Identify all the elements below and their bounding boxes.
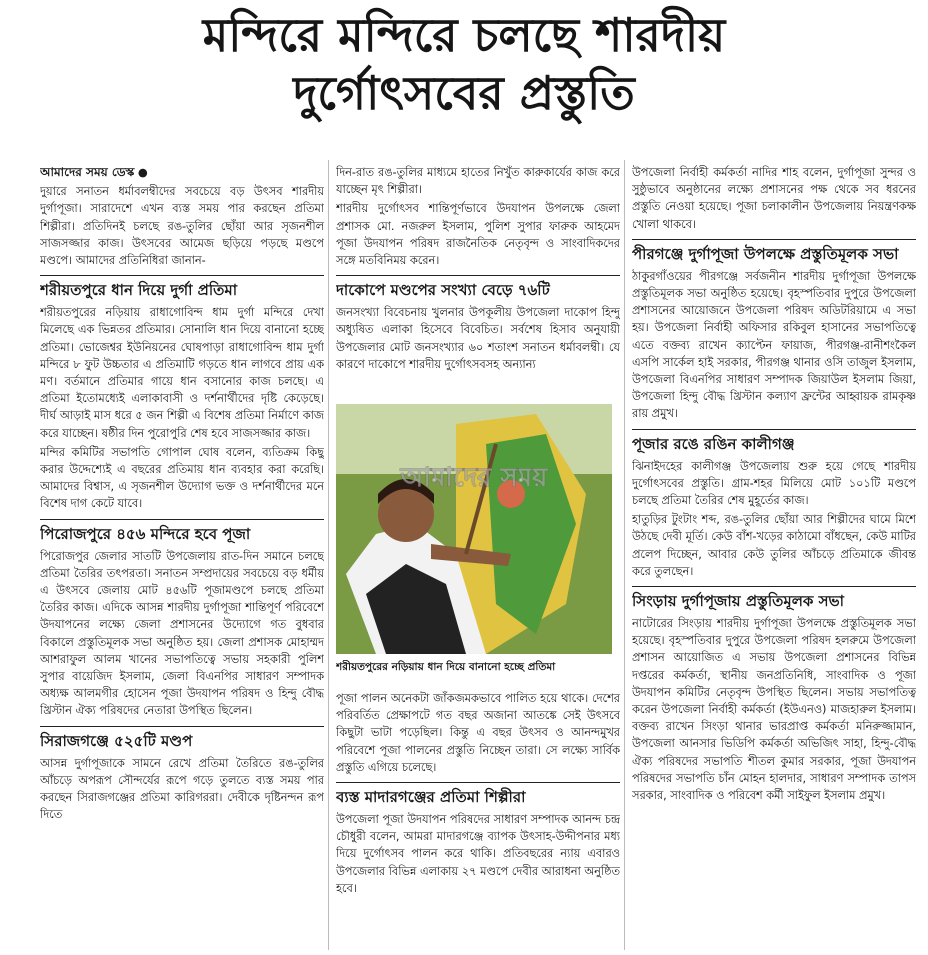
headline-line-2: দুর্গোৎসবের প্রস্তুতি [293,66,635,120]
column-3 [632,164,916,949]
paragraph: জনসংখ্যা বিবেচনায় খুলনার উপকূলীয় উপজেলা দাকোপ হিন্দু অধ্যুষিত এলাকা হিসেবে বিবেচিত। সর্বশেষ হিসাব অনুযায়ী উপজেলার মোট জনসংখ্যার ৬০ শতাংশ সনাতন ধর্মাবলম্বী। যে কারণে দাকোপে শারদীয় দুর্গোৎসবসহ অন্যান্য [336,306,620,371]
paragraph: পিরোজপুর জেলার সাতটি উপজেলায় রাত-দিন সমানে চলছে প্রতিমা তৈরির তৎপরতা। সনাতন সম্প্রদায়ের সবচেয়ে বড় ধর্মীয় এ উৎসবে জেলায় মোট ৪৫৬টি পূজামণ্ডপে চলছে প্রতিমা তৈরির কাজ। এদিকে আসন্ন শারদীয় দুর্গাপূজা শান্তিপূর্ণ পরিবেশে উদযাপনের লক্ষ্যে জেলা প্রশাসনের উদ্যোগে গত বুধবার বিকালে প্রস্তুতিমূলক সভা অনুষ্ঠিত হয়। জেলা প্রশাসক মোহাম্মদ আশরাফুল আলম খানের সভাপতিত্বে সভায় সহকারী পুলিশ সুপার বায়েজিদ ইসলাম, জেলা বিএনপির সাধারণ সম্পাদক অধ্যক্ষ আলমগীর হোসেন পূজা উদযাপন পরিষদ ও হিন্দু বৌদ্ধ খ্রিস্টান ঐক্য পরিষদের নেতারা উপস্থিত ছিলেন। [40,549,324,718]
bullet-icon: ● [137,166,148,179]
paragraph: হাতুড়ির টুংটাং শব্দ, রঙ-তুলির ছোঁয়া আর শিল্পীদের ঘামে মিশে উঠছে দেবী মূর্তি। কেউ বাঁশ-খড়ের কাঠামো বাঁধছেন, কেউ মাটির প্রলেপ দিচ্ছেন, আবার কেউ তুলির আঁচড়ে প্রতিমাকে জীবন্ত করে তুলছেন। [632,513,916,578]
byline: আমাদের সময় ডেস্ক [40,165,135,179]
column-divider [328,160,329,950]
photo-caption: শরীয়তপুরের নড়িয়ায় ধান দিয়ে বানানো হচ্ছে প্রতিমা [336,661,556,673]
column-1 [40,164,324,949]
news-photo [336,404,612,654]
intro-paragraph: দুয়ারে সনাতন ধর্মাবলম্বীদের সবচেয়ে বড় উৎসব শারদীয় দুর্গাপূজা। সারাদেশে এখন ব্যস্ত সময় পার করছেন প্রতিমা শিল্পীরা। প্রতিদিনই চলছে রঙ-তুলির ছোঁয়া আর সৃজনশীল সাজসজ্জার কাজ। উৎসবের আমেজ ছড়িয়ে পড়ছে মণ্ডপে মণ্ডপে। আমাদের প্রতিনিধিরা জানান- [40,185,324,268]
column-divider [624,160,625,950]
paragraph: উপজেলা পূজা উদযাপন পরিষদের সাধারণ সম্পাদক আনন্দ চন্দ্র চৌধুরী বলেন, আমরা মাদারগঞ্জে ব্যাপক উৎসাহ-উদ্দীপনার মধ্য দিয়ে দুর্গোৎসব পালন করে থাকি। প্রতিবছরের ন্যায় এবারও উপজেলার বিভিন্ন এলাকায় ২৭ মণ্ডপে দেবীর আরাধনা অনুষ্ঠিত হবে। [336,813,620,895]
paragraph: উপজেলা নির্বাহী কর্মকর্তা নাদির শাহ বলেন, দুর্গাপূজা সুন্দর ও সুষ্ঠুভাবে অনুষ্ঠানের লক্ষ্যে প্রশাসনের পক্ষ থেকে সব ধরনের প্রস্তুতি নেওয়া হয়েছে। পূজা চলাকালীন উপজেলায় নিয়ন্ত্রণকক্ষ খোলা থাকবে। [632,166,916,231]
headline-line-1: মন্দিরে মন্দিরে চলছে শারদীয় [202,8,726,62]
column-2-top [336,164,620,414]
subheading-sirajganj: সিরাজগঞ্জে ৫২৫টি মণ্ডপ [40,726,324,751]
paragraph: দিন-রাত রঙ-তুলির মাধ্যমে হাতের নিখুঁত কারুকার্যের কাজ করে যাচ্ছেন মৃৎ শিল্পীরা। [336,166,620,197]
paragraph: নাটোরের সিংড়ায় শারদীয় দুর্গাপূজা উপলক্ষে প্রস্তুতিমূলক সভা হয়েছে। বৃহস্পতিবার দুপুরে উপজেলা পরিষদ হলরুমে উপজেলা প্রশাসন আয়োজিত এ সভায় উপজেলা প্রশাসনের বিভিন্ন দপ্তরের কর্মকর্তা, স্থানীয় জনপ্রতিনিধি, সাংবাদিক ও পূজা উদযাপন কমিটির নেতৃবৃন্দ উপস্থিত ছিলেন। সভায় সভাপতিত্ব করেন উপজেলা নির্বাহী কর্মকর্তা (ইউএনও) মাজহারুল ইসলাম। বক্তব্য রাখেন সিংড়া থানার ভারপ্রাপ্ত কর্মকর্তা মনিরুজ্জামান, উপজেলা আনসার ভিডিপি কর্মকর্তা অভিজিৎ সাহা, হিন্দু-বৌদ্ধ ঐক্য পরিষদের সভাপতি শীতল কুমার সরকার, পূজা উদযাপন পরিষদের সভাপতি চাঁন মোহন হালদার, সাধারণ সম্পাদক তাপস সরকার, সাংবাদিক ও পরিবেশ কর্মী সাইফুল ইসলাম প্রমুখ। [632,617,916,803]
subheading-pirganj: পীরগঞ্জে দুর্গাপূজা উপলক্ষে প্রস্তুতিমূলক সভা [632,239,916,264]
subheading-pirojpur: পিরোজপুরে ৪৫৬ মন্দিরে হবে পূজা [40,519,324,544]
paragraph: আসন্ন দুর্গাপূজাকে সামনে রেখে প্রতিমা তৈরিতে রঙ-তুলির আঁচড়ে অপরূপ সৌন্দর্যের রূপে গড়ে তুলতে ব্যস্ত সময় পার করছেন সিরাজগঞ্জের প্রতিমা কারিগররা। দেবীকে দৃষ্টিনন্দন রূপ দিতে [40,756,324,822]
photo-illustration [336,404,612,654]
subheading-kaliganj: পূজার রঙে রঙিন কালীগঞ্জ [632,429,916,454]
paragraph: শারদীয় দুর্গোৎসব শান্তিপূর্ণভাবে উদযাপন উপলক্ষে জেলা প্রশাসক মো. নজরুল ইসলাম, পুলিশ সুপার ফারুক আহমেদ পূজা উদযাপন পরিষদ রাজনৈতিক নেতৃবৃন্দ ও সাংবাদিকদের সঙ্গে মতবিনিময় করেন। [336,202,620,268]
paragraph: ঝিনাইদহের কালীগঞ্জ উপজেলায় শুরু হয়ে গেছে শারদীয় দুর্গোৎসবের প্রস্তুতি। গ্রাম-শহর মিলিয়ে মোট ১০১টি মণ্ডপে চলছে প্রতিমা তৈরির শেষ মুহূর্তের কাজ। [632,459,916,508]
column-2-bottom [336,690,620,935]
paragraph: ঠাকুরগাঁওয়ের পীরগঞ্জে সর্বজনীন শারদীয় দুর্গাপূজা উপলক্ষে প্রস্তুতিমূলক সভা অনুষ্ঠিত হয়েছে। বৃহস্পতিবার দুপুরে উপজেলা প্রশাসনের আয়োজনে উপজেলা পরিষদ অডিটরিয়ামে এ সভা হয়। উপজেলা নির্বাহী অফিসার রকিবুল হাসানের সভাপতিত্বে এতে বক্তব্য রাখেন ক্যাপ্টেন ফায়াজ, পীরগঞ্জ-রানীশংকৈল এসপি সার্কেল হাই সরকার, পীরগঞ্জ থানার ওসি তাজুল ইসলাম, উপজেলা বিএনপির সাধারণ সম্পাদক জিয়াউল ইসলাম জিয়া, উপজেলা হিন্দু বৌদ্ধ খ্রিস্টান কল্যাণ ফ্রন্টের আহ্বায়ক রামকৃষ্ণ রায় প্রমুখ। [632,269,916,421]
paragraph: মন্দির কমিটির সভাপতি গোপাল ঘোষ বলেন, ব্যতিক্রম কিছু করার উদ্দেশ্যেই এ বছরের প্রতিমায় ধান ব্যবহার করা করেছি। আমাদের বিশ্বাস, এ সৃজনশীল উদ্যোগ ভক্ত ও দর্শনার্থীদের মনে বিশেষ দাগ কেটে যাবে। [40,445,324,511]
paragraph: পূজা পালন অনেকটা জাঁকজমকভাবে পালিত হয়ে থাকে। দেশের পরিবর্তিত প্রেক্ষাপটে গত বছর অজানা আতঙ্কে সেই উৎসবে কিছুটা ভাটা পড়েছিল। কিন্তু এ বছর উৎসব ও আনন্দমুখর পরিবেশে পূজা পালনের প্রস্তুতি নিচ্ছেন তারা। সে লক্ষ্যে সার্বিক প্রস্তুতি এগিয়ে চলেছে। [336,692,620,774]
headline [0,6,928,122]
subheading-shariatpur: শরীয়তপুরে ধান দিয়ে দুর্গা প্রতিমা [40,275,324,300]
subheading-dakop: দাকোপে মণ্ডপের সংখ্যা বেড়ে ৭৬টি [336,275,620,300]
paragraph: শরীয়তপুরের নড়িয়ায় রাধাগোবিন্দ ধাম দুর্গা মন্দিরে দেখা মিলেছে এক ভিন্নতর প্রতিমার। সোনালি ধান দিয়ে বানানো হচ্ছে প্রতিমা। ভোজেশ্বর ইউনিয়নের ঘোষপাড়া রাধাগোবিন্দ ধাম দুর্গা মন্দিরে ৮ ফুট উচ্চতার এ প্রতিমাটি গড়তে ধান লাগবে প্রায় এক মণ। বর্তমানে প্রতিমার গায়ে ধান বসানোর কাজ চলছে। এ প্রতিমা ইতোমধ্যেই এলাকাবাসী ও দর্শনার্থীদের দৃষ্টি কেড়েছে। দীর্ঘ আড়াই মাস ধরে ৫ জন শিল্পী এ বিশেষ প্রতিমা নির্মাণে কাজ করে যাচ্ছেন। ষষ্ঠীর দিন পুরোপুরি শেষ হবে সাজসজ্জার কাজ। [40,306,324,440]
subheading-madarganj: ব্যস্ত মাদারগঞ্জের প্রতিমা শিল্পীরা [336,782,620,807]
photo-watermark: আমাদের সময় [400,463,548,493]
subheading-singra: সিংড়ায় দুর্গাপূজায় প্রস্তুতিমূলক সভা [632,586,916,611]
